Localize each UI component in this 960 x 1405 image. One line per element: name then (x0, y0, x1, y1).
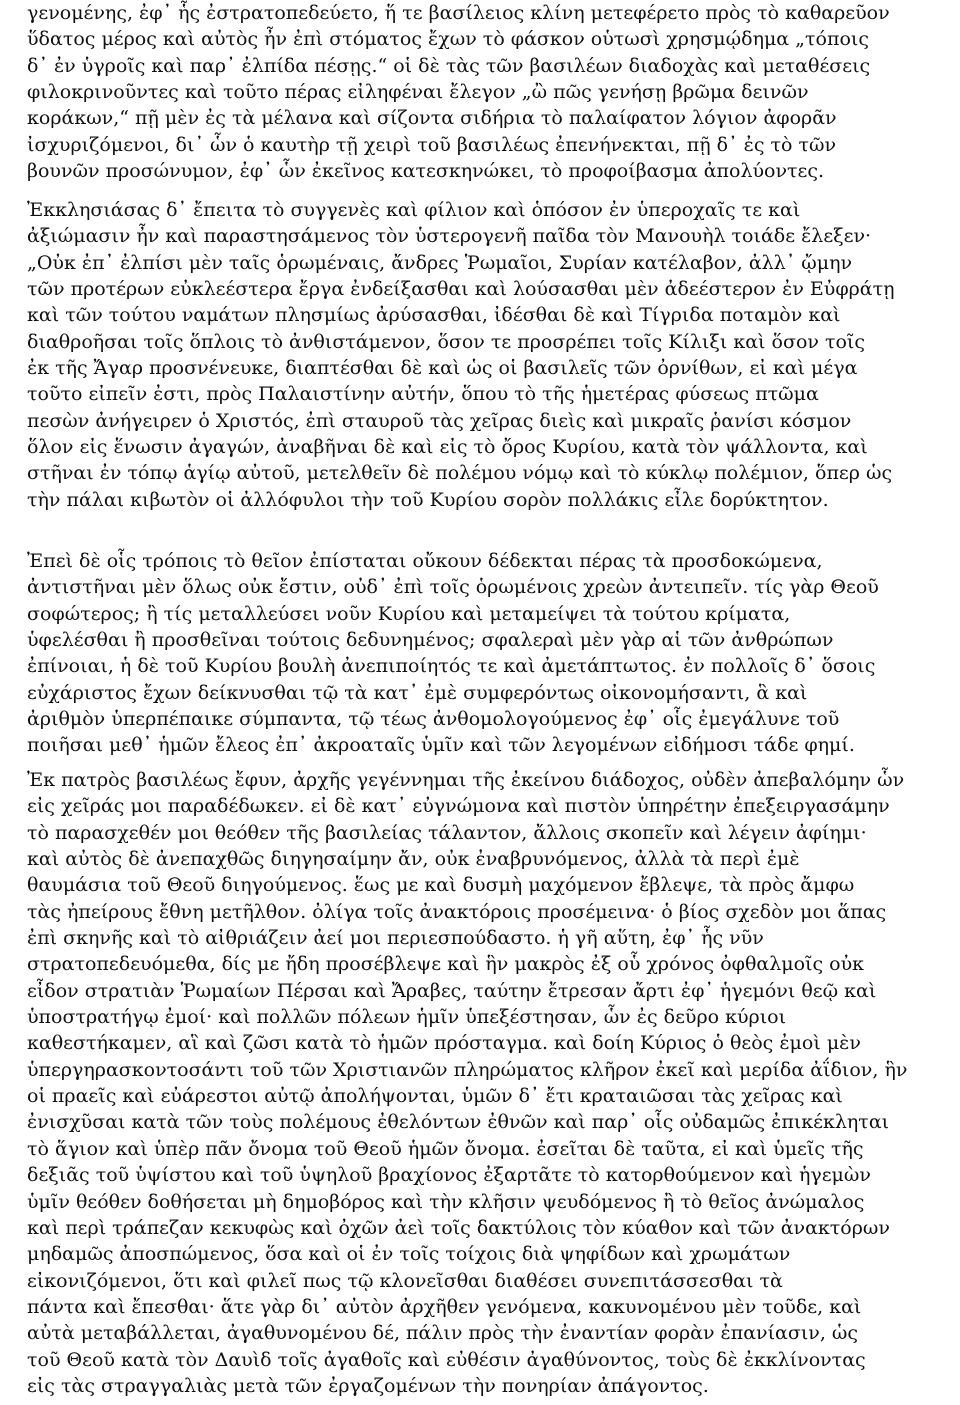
text-line: διαθροῆσαι τοῖς ὅπλοις τὸ ἀνθιστάμενον, ὅσον τε προσρέπει τοῖς Κίλιξι καὶ ὅσον τοῖς (27, 330, 866, 353)
text-line: πάντα καὶ ἔπεσθαι· ἅτε γὰρ δι᾽ αὐτὸν ἀρχῆθεν γενόμενα, κακυνομένου μὲν τοῦδε, καὶ (27, 1295, 862, 1318)
text-line: εὐχάριστος ἔχων δείκνυσθαι τῷ τὰ κατ᾽ ἐμὲ συμφερόντως οἰκονομήσαντι, ἃ καὶ (27, 681, 808, 704)
text-line: θαυμάσια τοῦ Θεοῦ διηγούμενος. ἕως με καὶ δυσμὴ μαχόμενον ἔβλεψε, τὰ πρὸς ἄμφω (27, 874, 855, 897)
text-line: ὑμῖν θεόθεν δοθήσεται μὴ δημοβόρος καὶ τὴν κλῆσιν ψευδόμενος ἢ τὸ θεῖος ἀνώμαλος (27, 1190, 865, 1213)
text-line: τὸ ἅγιον καὶ ὑπὲρ πᾶν ὄνομα τοῦ Θεοῦ ἡμῶν ὄνομα. ἐσεῖται δὲ ταῦτα, εἰ καὶ ὑμεῖς τῆς (27, 1137, 864, 1160)
text-line: ποιῆσαι μεθ᾽ ἡμῶν ἔλεος ἐπ᾽ ἀκροαταῖς ὑμῖν καὶ τῶν λεγομένων εἰδήμοσι τάδε φημί. (27, 734, 855, 757)
text-line: ἐκ τῆς Ἄγαρ προσνένευκε, διαπτέσθαι δὲ καὶ ὡς οἱ βασιλεῖς τῶν ὀρνίθων, εἰ καὶ μέγα (27, 357, 858, 380)
text-line: ἀριθμὸν ὑπερπέπαικε σύμπαντα, τῷ τέως ἀνθομολογούμενος ἐφ᾽ οἷς ἐμεγάλυνε τοῦ (27, 708, 840, 731)
text-line: ἀντιστῆναι μὲν ὅλως οὐκ ἔστιν, οὐδ᾽ ἐπὶ τοῖς ὁρωμένοις χρεὼν ἀντειπεῖν. τίς γὰρ Θεοῦ (27, 576, 879, 599)
text-line: καθεστήκαμεν, αἳ καὶ ζῶσι κατὰ τὸ ἡμῶν πρόσταγμα. καὶ δοίη Κύριος ὁ θεὸς ἐμοὶ μὲν (27, 1032, 861, 1055)
text-line: Ἐκκλησιάσας δ᾽ ἔπειτα τὸ συγγενὲς καὶ φίλιον καὶ ὁπόσον ἐν ὑπεροχαῖς τε καὶ (27, 199, 801, 221)
text-line: τοῦ Θεοῦ κατὰ τὸν Δαυὶδ τοῖς ἀγαθοῖς καὶ εὐθέσιν ἀγαθύνοντος, τοὺς δὲ ἐκκλίνοντας (27, 1348, 866, 1371)
text-line: βουνῶν προσώνυμον, ἐφ᾽ ὧν ἐκεῖνος κατεσκηνώκει, τὸ προφοίβασμα ἀπολύοντες. (27, 160, 825, 183)
text-line: „Οὐκ ἐπ᾽ ἐλπίσι μὲν ταῖς ὁρωμέναις, ἄνδρες Ῥωμαῖοι, Συρίαν κατέλαβον, ἀλλ᾽ ᾤμην (27, 251, 853, 274)
paragraph-1 (27, 0, 890, 184)
text-line: στρατοπεδευόμεθα, δίς με ἤδη προσέβλεψε καὶ ἣν μακρὸς ἐξ οὗ χρόνος ὀφθαλμοῖς οὐκ (27, 953, 865, 976)
text-line: καὶ αὐτὸς δὲ ἀνεπαχθῶς διηγησαίμην ἄν, οὐκ ἐναβρυνόμενος, ἀλλὰ τὰ περὶ ἐμὲ (27, 848, 800, 871)
text-line: ἐπὶ σκηνῆς καὶ τὸ αἰθριάζειν ἀεί μοι περιεσπούδαστο. ἡ γῆ αὕτη, ἐφ᾽ ἧς νῦν (27, 927, 764, 950)
text-line: τὴν πάλαι κιβωτὸν οἱ ἀλλόφυλοι τὴν τοῦ Κυρίου σορὸν πολλάκις εἶλε δορύκτητον. (27, 488, 829, 511)
text-line: εἰς χεῖράς μοι παραδέδωκεν. εἰ δὲ κατ᾽ εὐγνώμονα καὶ πιστὸν ὑπηρέτην ἐπεξειργασάμην (27, 795, 890, 818)
text-line: στῆναι ἐν τόπῳ ἁγίῳ αὐτοῦ, μετελθεῖν δὲ πολέμου νόμῳ καὶ τὸ κύκλῳ πολέμιον, ὅπερ ὡς (27, 462, 893, 485)
text-line: πεσὼν ἀνήγειρεν ὁ Χριστός, ἐπὶ σταυροῦ τὰς χεῖρας διεὶς καὶ μικραῖς ῥανίσι κόσμον (27, 409, 852, 432)
text-line: καὶ περὶ τράπεζαν κεκυφὼς καὶ ὀχῶν ἀεὶ τοῖς δακτύλοις τὸν κύαθον καὶ τῶν ἀνακτόρων (27, 1216, 890, 1239)
text-line: Ἐπεὶ δὲ οἷς τρόποις τὸ θεῖον ἐπίσταται οὔκουν δέδεκται πέρας τὰ προσδοκώμενα, (27, 550, 823, 572)
text-line: δεξιᾶς τοῦ ὑψίστου καὶ τοῦ ὑψηλοῦ βραχίονος ἐξαρτᾶτε τὸ κατορθούμενον καὶ ἡγεμὼν (27, 1164, 871, 1187)
text-line: τὸ παρασχεθέν μοι θεόθεν τῆς βασιλείας τάλαντον, ἄλλοις σκοπεῖν καὶ λέγειν ἀφίημι· (27, 821, 867, 844)
text-line: μηδαμῶς ἀποσπώμενος, ὅσα καὶ οἱ ἐν τοῖς τοίχοις διὰ ψηφίδων καὶ χρωμάτων (27, 1243, 791, 1266)
text-line: ἀξιώμασιν ἦν καὶ παραστησάμενος τὸν ὑστερογενῆ παῖδα τὸν Μανουὴλ τοιάδε ἔλεξεν· (27, 225, 872, 248)
text-line: οἱ πραεῖς καὶ εὐάρεστοι αὐτῷ ἀπολήψονται, ὑμῶν δ᾽ ἔτι κραταιῶσαι τὰς χεῖρας καὶ (27, 1085, 843, 1108)
text-line: Ἐκ πατρὸς βασιλέως ἔφυν, ἀρχῆς γεγέννημαι τῆς ἐκείνου διάδοχος, οὐδὲν ἀπεβαλόμην ὧν (27, 769, 905, 791)
paragraph-4 (27, 767, 907, 1399)
text-line: εἰς τὰς στραγγαλιὰς μετὰ τῶν ἐργαζομένων τὴν πονηρίαν ἀπάγοντος. (27, 1374, 709, 1397)
text-line: δ᾽ ἐν ὑγροῖς καὶ παρ᾽ ἐλπίδα πέσῃς.“ οἱ δὲ τὰς τῶν βασιλέων διαδοχὰς καὶ μεταθέσεις (27, 54, 871, 77)
text-line: εἰκονιζόμενοι, ὅτι καὶ φιλεῖ πως τῷ κλονεῖσθαι διαθέσει συνεπιτάσσεσθαι τὰ (27, 1269, 783, 1292)
text-line: τὰς ἠπείρους ἔθνη μετῆλθον. ὀλίγα τοῖς ἀνακτόροις προσέμεινα· ὁ βίος σχεδὸν μοι ἅπας (27, 900, 887, 923)
text-line: ὑποστρατήγῳ ἐμοί· καὶ πολλῶν πόλεων ἡμῖν ὑπεξέστησαν, ὧν ἐς δεῦρο κύριοι (27, 1006, 787, 1029)
text-line: αὐτὰ μεταβάλλεται, ἀγαθυνομένου δέ, πάλιν πρὸς τὴν ἐναντίαν φορὰν ἐπανίασιν, ὡς (27, 1322, 859, 1345)
text-line: φιλοκρινοῦντες καὶ τοῦτο πέρας εἰληφέναι ἔλεγον „ὢ πῶς γενήσῃ βρῶμα δεινῶν (27, 81, 809, 104)
text-line: τῶν προτέρων εὐκλεέστερα ἔργα ἐνδείξασθαι καὶ λούσασθαι μὲν ἀδεέστερον ἐν Εὐφράτῃ (27, 278, 895, 301)
text-line: σοφώτερος; ἢ τίς μεταλλεύσει νοῦν Κυρίου καὶ μεταμείψει τὰ τούτου κρίματα, (27, 602, 791, 625)
text-line: ἐνισχῦσαι κατὰ τῶν τοὺς πολέμους ἐθελόντων ἐθνῶν καὶ παρ᾽ οἷς οὐδαμῶς ἐπικέκληται (27, 1111, 890, 1134)
text-line: κοράκων,“ πῇ μὲν ἐς τὰ μέλανα καὶ σίζοντα σιδήρια τὸ παλαίφατον λόγιον ἀφορᾶν (27, 107, 837, 130)
paragraph-3 (27, 548, 879, 759)
paragraph-2 (27, 197, 895, 513)
text-line: γενομένης, ἐφ᾽ ἧς ἐστρατοπεδεύετο, ἥ τε βασίλειος κλίνη μετεφέρετο πρὸς τὸ καθαρεῦον (27, 2, 890, 24)
text-line: καὶ τῶν τούτου ναμάτων πλησμίως ἀρύσασθαι, ἰδέσθαι δὲ καὶ Τίγριδα ποταμὸν καὶ (27, 304, 841, 327)
text-line: ὕδατος μέρος καὶ αὐτὸς ἦν ἐπὶ στόματος ἔχων τὸ φάσκον οὑτωσὶ χρησμῴδημα „τόποις (27, 28, 869, 51)
text-line: τοῦτο εἰπεῖν ἐστι, πρὸς Παλαιστίνην αὐτήν, ὅπου τὸ τῆς ἡμετέρας φύσεως πτῶμα (27, 383, 819, 406)
text-line: ἐπίνοιαι, ἡ δὲ τοῦ Κυρίου βουλὴ ἀνεπιποίητός τε καὶ ἀμετάπτωτος. ἐν πολλοῖς δ᾽ ὅσοις (27, 655, 876, 678)
text-line: ὑφελέσθαι ἢ προσθεῖναι τούτοις δεδυνημένος; σφαλεραὶ μὲν γὰρ αἱ τῶν ἀνθρώπων (27, 629, 834, 652)
text-line: ὑπεργηρασκοντοσάντι τοῦ τῶν Χριστιανῶν πληρώματος κλῆρον ἐκεῖ καὶ μερίδα ἀΐδιον, ἣν (27, 1058, 908, 1081)
text-line: εἶδον στρατιὰν Ῥωμαίων Πέρσαι καὶ Ἄραβες, ταύτην ἔτρεσαν ἄρτι ἐφ᾽ ἡγεμόνι θεῷ καὶ (27, 979, 877, 1002)
text-line: ὅλον εἰς ἕνωσιν ἀγαγών, ἀναβῆναι δὲ καὶ εἰς τὸ ὄρος Κυρίου, κατὰ τὸν ψάλλοντα, καὶ (27, 436, 868, 459)
text-line: ἰσχυριζόμενοι, δι᾽ ὧν ὁ καυτὴρ τῇ χειρὶ τοῦ βασιλέως ἐπενήνεκται, πῇ δ᾽ ἐς τὸ τῶν (27, 133, 837, 156)
